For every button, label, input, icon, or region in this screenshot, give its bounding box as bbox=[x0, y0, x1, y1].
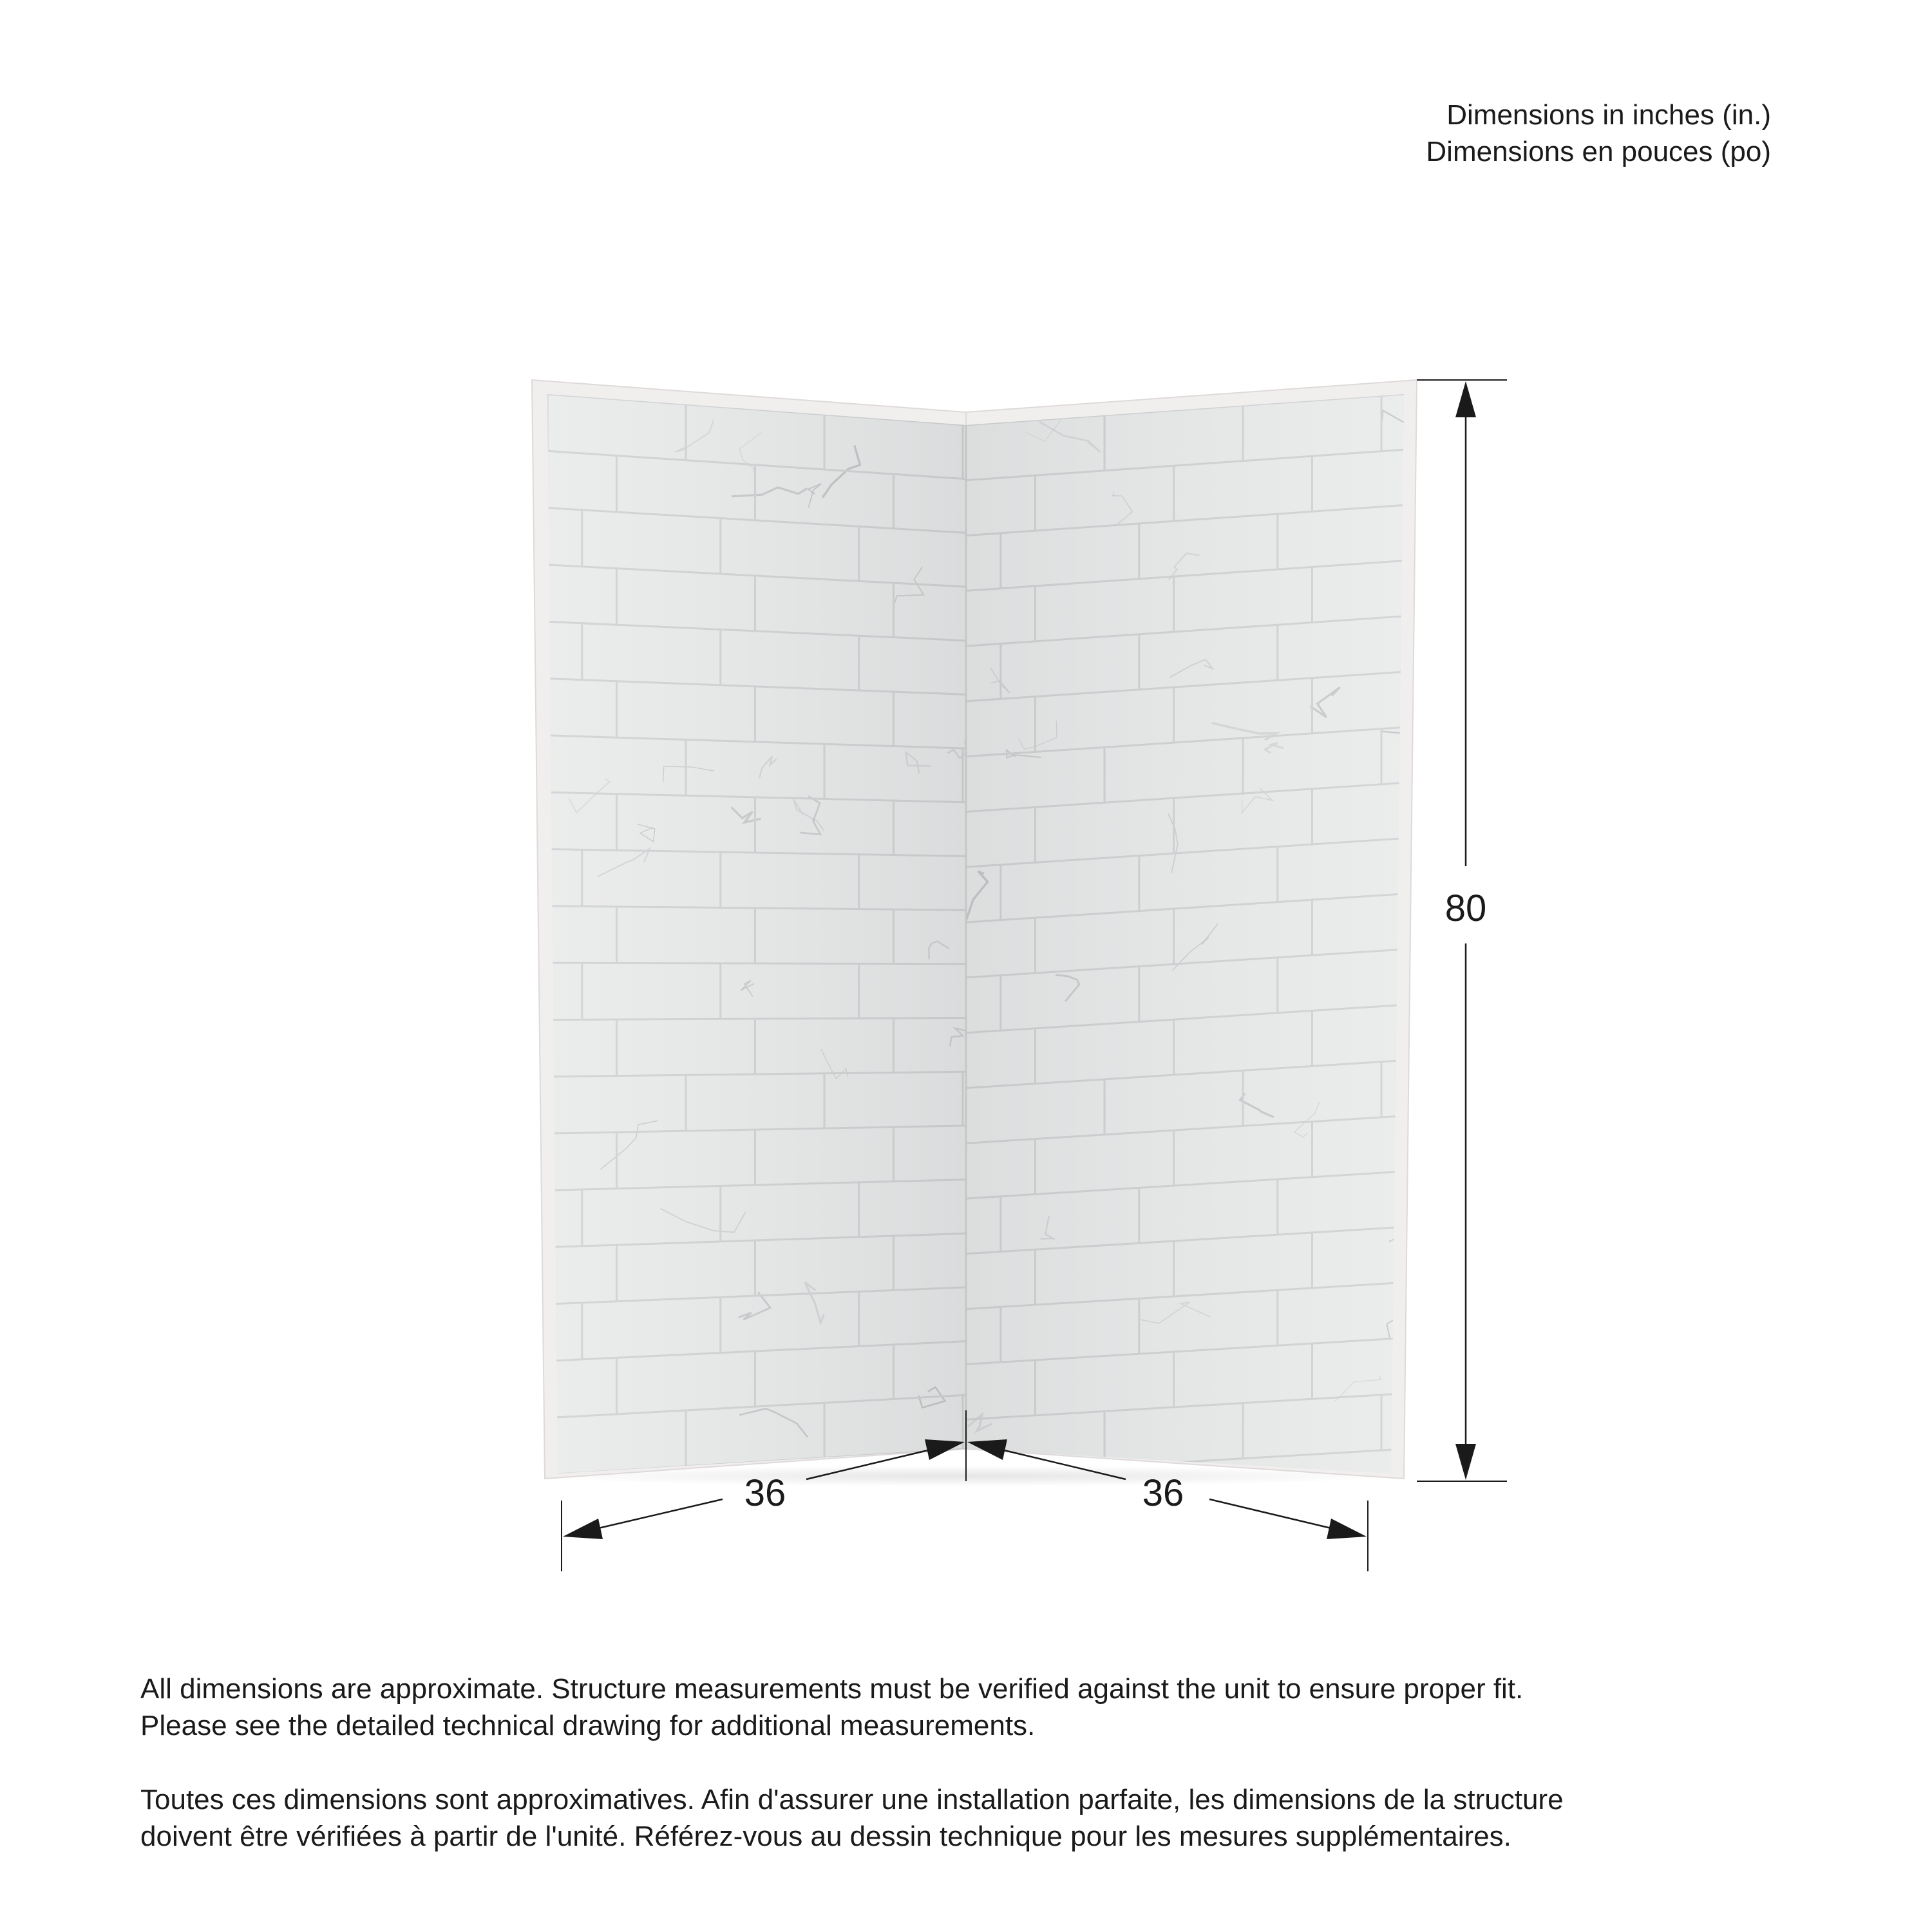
disclaimer-french-line2: doivent être vérifiées à partir de l'unité. Référez-vous au dessin technique pour les mesures supplémentaires. bbox=[140, 1821, 1511, 1852]
units-note-english: Dimensions in inches (in.) bbox=[1446, 99, 1771, 131]
right-width-label: 36 bbox=[1142, 1472, 1184, 1514]
disclaimer-notes bbox=[140, 1671, 1815, 1892]
right-width-arrow-outer bbox=[1327, 1519, 1367, 1539]
disclaimer-french-line1: Toutes ces dimensions sont approximatives. Afin d'assurer une installation parfaite, les dimensions de la structure bbox=[140, 1784, 1564, 1815]
height-arrow-top bbox=[1455, 381, 1476, 417]
left-width-label: 36 bbox=[744, 1472, 786, 1514]
disclaimer-english-line1: All dimensions are approximate. Structure measurements must be verified against the unit to ensure proper fit. bbox=[140, 1673, 1524, 1705]
units-note-french: Dimensions en pouces (po) bbox=[1426, 136, 1771, 167]
disclaimer-english bbox=[140, 1671, 1815, 1744]
left-width-arrow-outer bbox=[563, 1519, 603, 1539]
height-arrow-bottom bbox=[1455, 1444, 1476, 1480]
disclaimer-french bbox=[140, 1781, 1815, 1855]
right-width-line-b bbox=[1209, 1499, 1334, 1529]
height-dimension bbox=[1417, 380, 1507, 1481]
left-wall bbox=[541, 386, 979, 1481]
disclaimer-english-line2: Please see the detailed technical drawing for additional measurements. bbox=[140, 1710, 1036, 1741]
left-width-line-a bbox=[596, 1499, 723, 1529]
height-label: 80 bbox=[1444, 887, 1487, 929]
